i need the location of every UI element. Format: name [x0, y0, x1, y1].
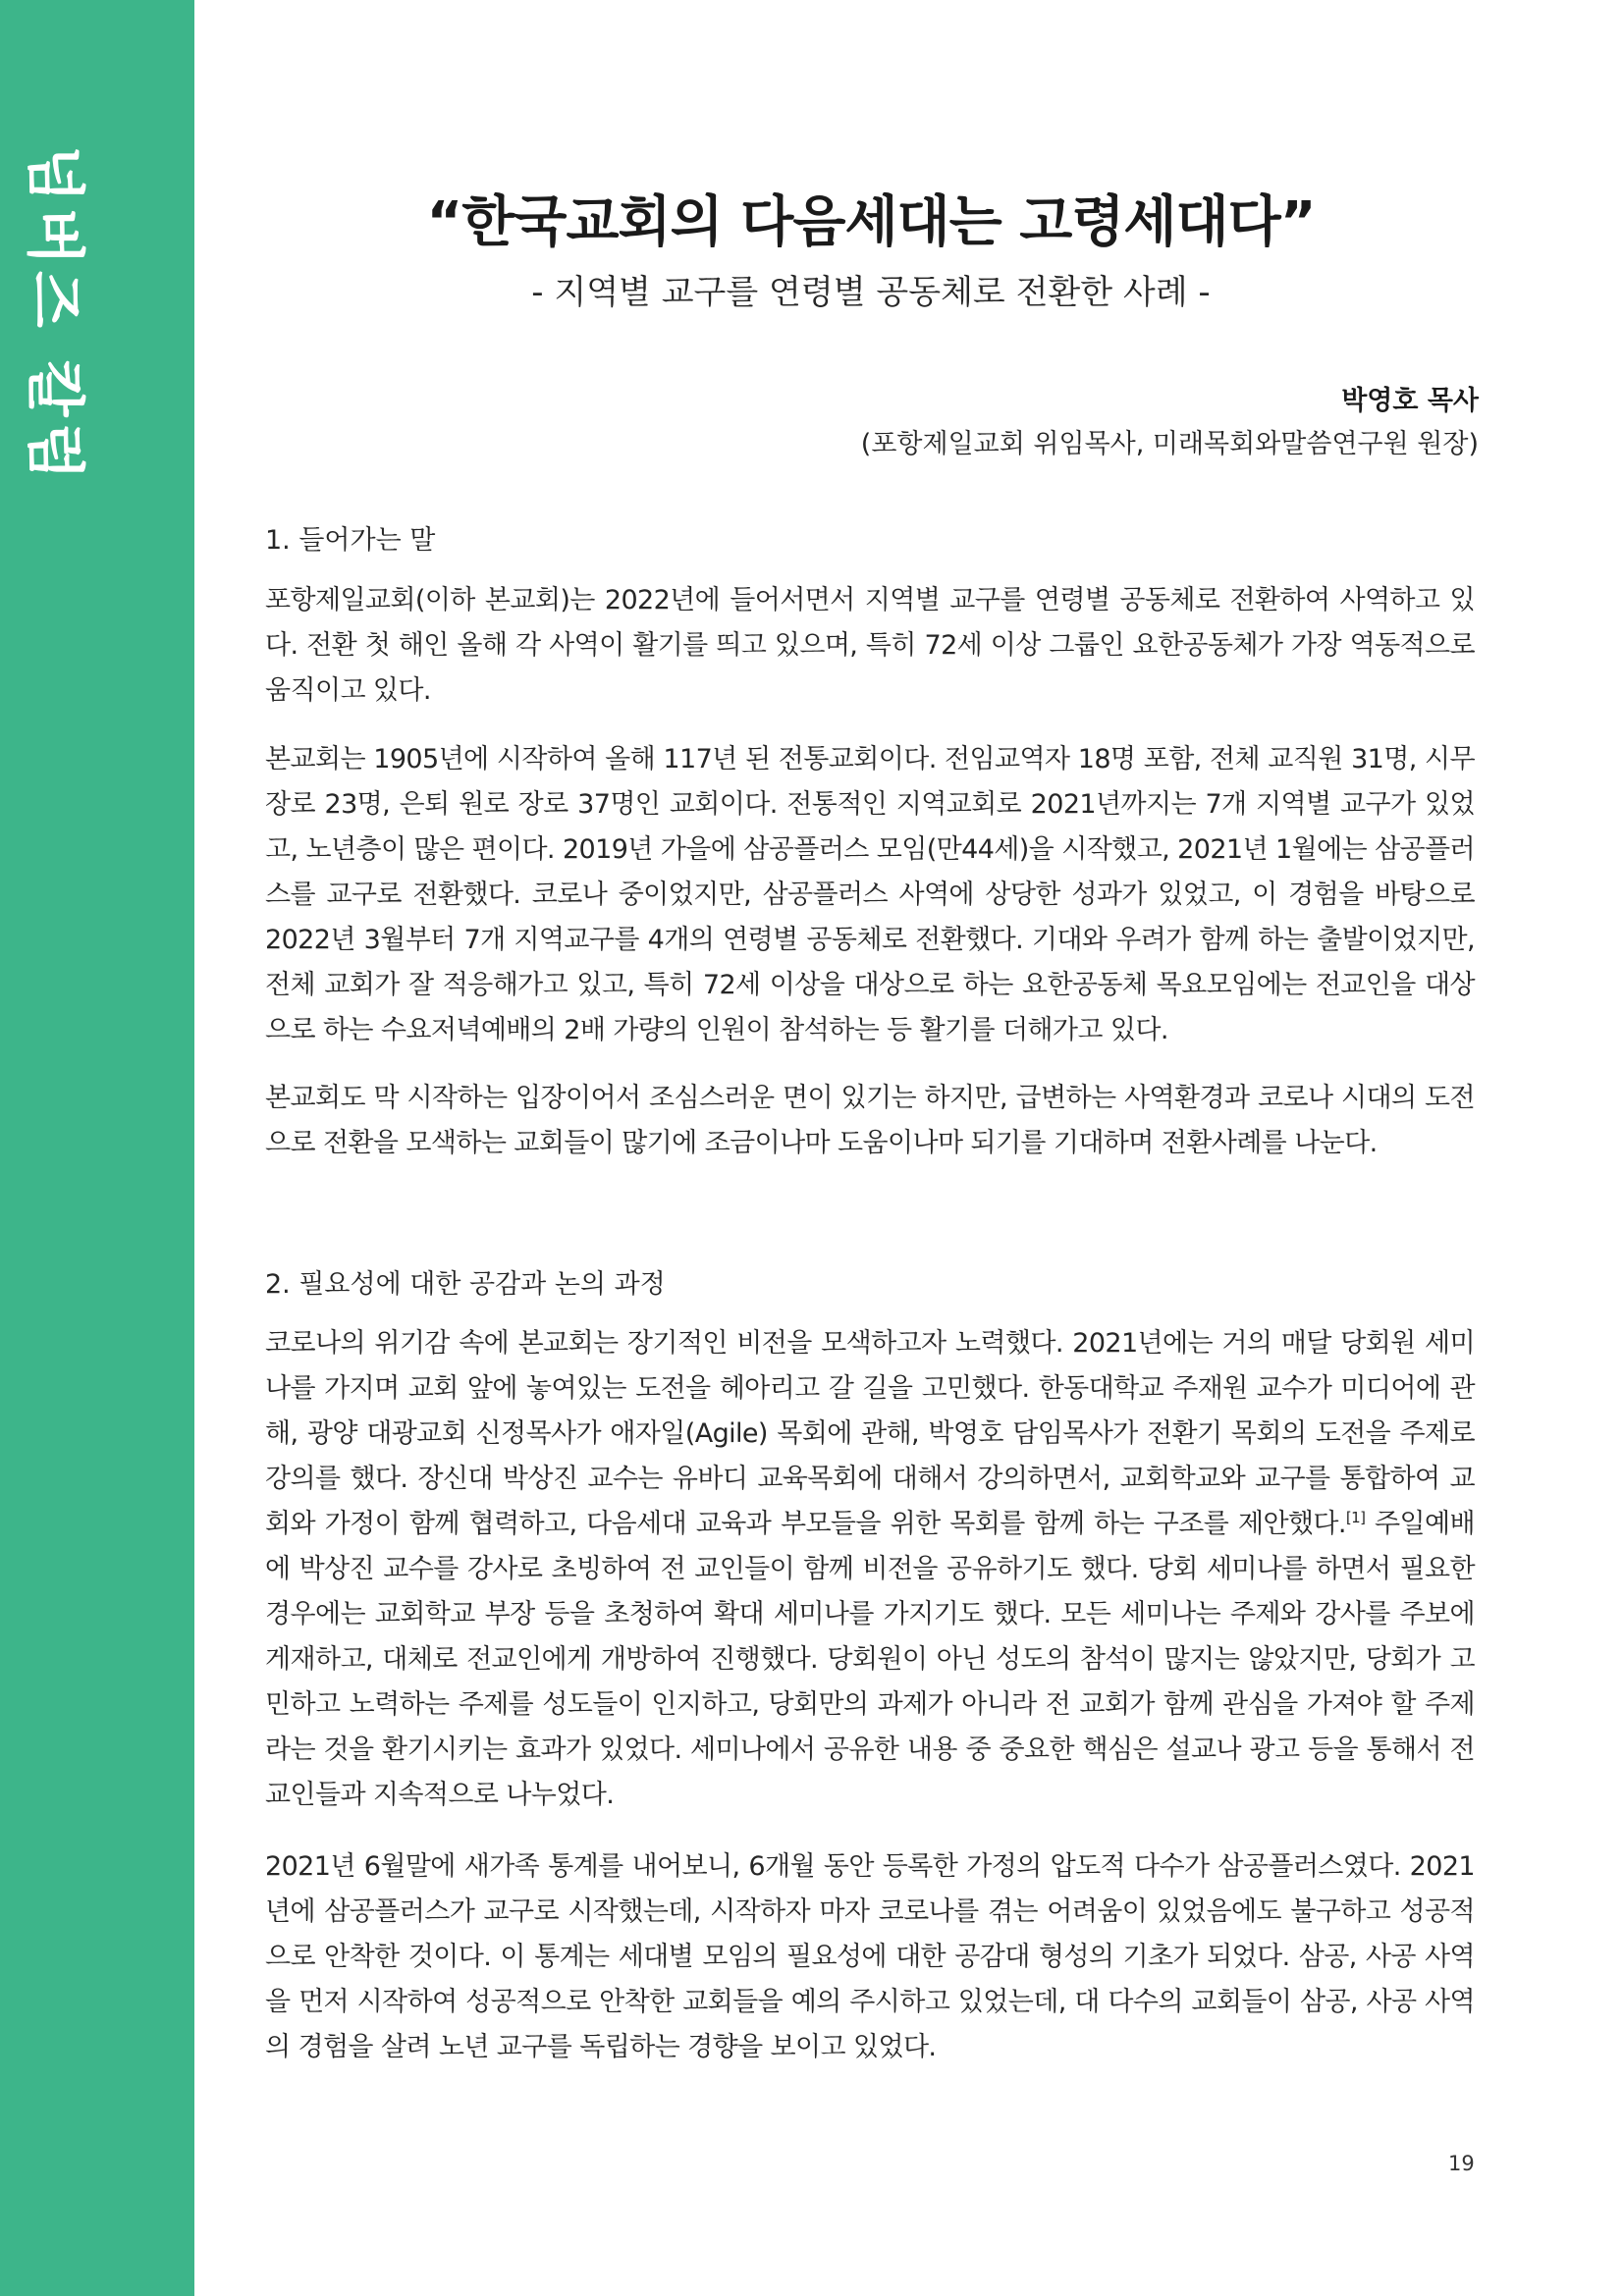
- paragraph: [265, 1321, 1475, 1818]
- paragraph-text-continued: 주일예배에 박상진 교수를 강사로 초빙하여 전 교인들이 함께 비전을 공유하기도 했다. 당회 세미나를 하면서 필요한 경우에는 교회학교 부장 등을 초청하여 확대 세미나를 가지기도 했다. 모든 세미나는 주제와 강사를 주보에 게재하고, 대체로 전교인에게 개방하여 진행했다. 당회원이 아닌 성도의 참석이 많지는 않았지만, 당회가 고민하고 노력하는 주제를 성도들이 인지하고, 당회만의 과제가 아니라 전 교회가 함께 관심을 가져야 할 주제라는 것을 환기시키는 효과가 있었다. 세미나에서 공유한 내용 중 중요한 핵심은 설교나 광고 등을 통해서 전교인들과 지속적으로 나누었다.: [265, 1509, 1475, 1810]
- page-number: 19: [1448, 2152, 1475, 2175]
- column-label: 넘버즈 칼럼: [20, 145, 88, 486]
- section-heading-1: 1. 들어가는 말: [265, 525, 436, 556]
- paragraph: 본교회도 막 시작하는 입장이어서 조심스러운 면이 있기는 하지만, 급변하는 사역환경과 코로나 시대의 도전으로 전환을 모색하는 교회들이 많기에 조금이나마 도움이나마 되기를 기대하며 전환사례를 나눈다.: [265, 1083, 1475, 1158]
- article-subtitle: - 지역별 교구를 연령별 공동체로 전환한 사례 -: [531, 273, 1211, 312]
- paragraph: 포항제일교회(이하 본교회)는 2022년에 들어서면서 지역별 교구를 연령별 공동체로 전환하여 사역하고 있다. 전환 첫 해인 올해 각 사역이 활기를 띄고 있으며, 특히 72세 이상 그룹인 요한공동체가 가장 역동적으로 움직이고 있다.: [265, 585, 1475, 706]
- side-band: [0, 0, 194, 2296]
- article-title: “한국교회의 다음세대는 고령세대다”: [426, 190, 1316, 254]
- footnote-marker[interactable]: [1]: [1345, 1509, 1366, 1526]
- paragraph: 2021년 6월말에 새가족 통계를 내어보니, 6개월 동안 등록한 가정의 압도적 다수가 삼공플러스였다. 2021년에 삼공플러스가 교구로 시작했는데, 시작하자 마자 코로나를 겪는 어려움이 있었음에도 불구하고 성공적으로 안착한 것이다. 이 통계는 세대별 모임의 필요성에 대한 공감대 형성의 기초가 되었다. 삼공, 사공 사역을 먼저 시작하여 성공적으로 안착한 교회들을 예의 주시하고 있었는데, 대 다수의 교회들이 삼공, 사공 사역의 경험을 살려 노년 교구를 독립하는 경향을 보이고 있었다.: [265, 1851, 1475, 2062]
- section-heading-2: 2. 필요성에 대한 공감과 논의 과정: [265, 1269, 666, 1300]
- paragraph: 본교회는 1905년에 시작하여 올해 117년 된 전통교회이다. 전임교역자 18명 포함, 전체 교직원 31명, 시무장로 23명, 은퇴 원로 장로 37명인 교회이다. 전통적인 지역교회로 2021년까지는 7개 지역별 교구가 있었고, 노년층이 많은 편이다. 2019년 가을에 삼공플러스 모임(만44세)을 시작했고, 2021년 1월에는 삼공플러스를 교구로 전환했다. 코로나 중이었지만, 삼공플러스 사역에 상당한 성과가 있었고, 이 경험을 바탕으로 2022년 3월부터 7개 지역교구를 4개의 연령별 공동체로 전환했다. 기대와 우려가 함께 하는 출발이었지만, 전체 교회가 잘 적응해가고 있고, 특히 72세 이상을 대상으로 하는 요한공동체 목요모임에는 전교인을 대상으로 하는 수요저녁예배의 2배 가량의 인원이 참석하는 등 활기를 더해가고 있다.: [265, 744, 1475, 1045]
- author-affiliation: (포항제일교회 위임목사, 미래목회와말씀연구원 원장): [860, 429, 1479, 459]
- author-name: 박영호 목사: [1341, 386, 1479, 416]
- paragraph-text: 코로나의 위기감 속에 본교회는 장기적인 비전을 모색하고자 노력했다. 2021년에는 거의 매달 당회원 세미나를 가지며 교회 앞에 놓여있는 도전을 헤아리고 갈 길을 고민했다. 한동대학교 주재원 교수가 미디어에 관해, 광양 대광교회 신정목사가 애자일(Agile) 목회에 관해, 박영호 담임목사가 전환기 목회의 도전을 주제로 강의를 했다. 장신대 박상진 교수는 유바디 교육목회에 대해서 강의하면서, 교회학교와 교구를 통합하여 교회와 가정이 함께 협력하고, 다음세대 교육과 부모들을 위한 목회를 함께 하는 구조를 제안했다.: [265, 1328, 1475, 1539]
